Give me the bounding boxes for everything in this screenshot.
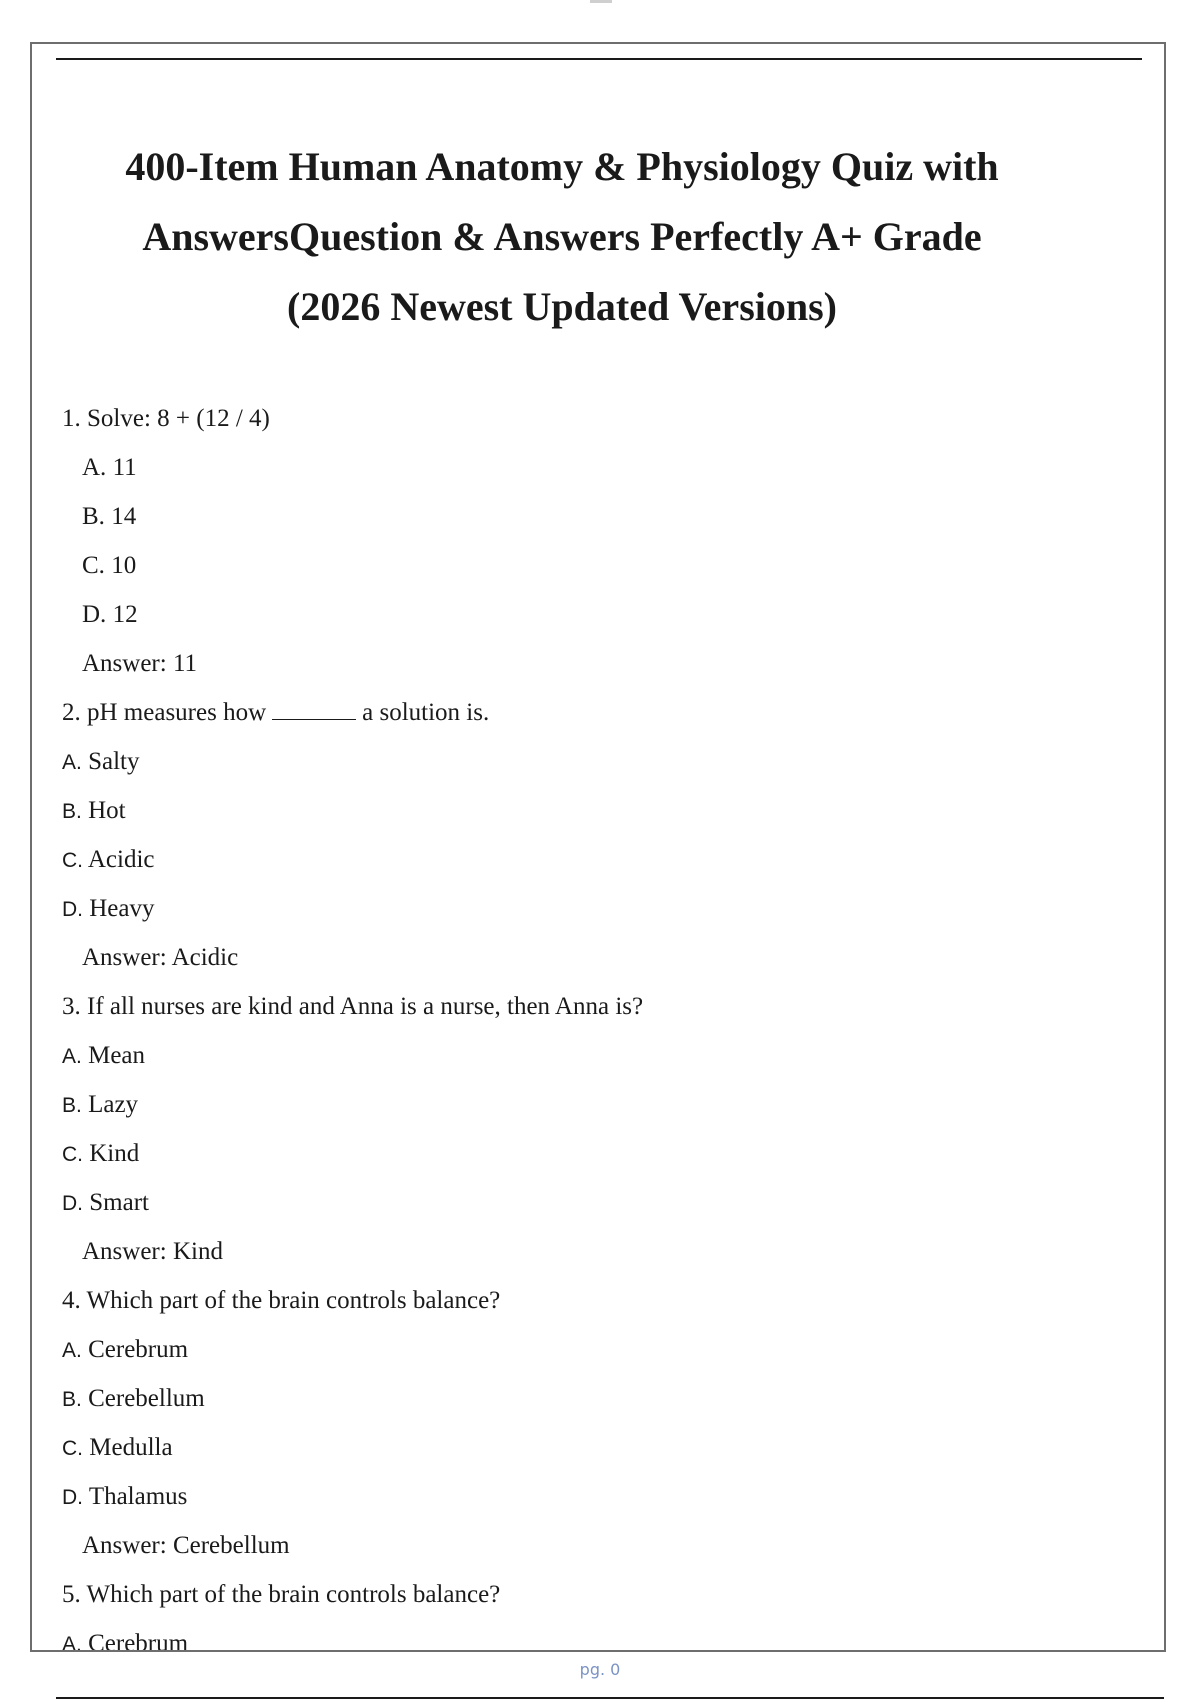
option-letter: A. (62, 1633, 82, 1652)
question-option (62, 1374, 1144, 1423)
option-letter: D. (82, 601, 107, 628)
question-prompt: 3. If all nurses are kind and Anna is a nurse, then Anna is? (62, 993, 644, 1020)
document-title (62, 132, 1062, 342)
option-letter: D. (62, 898, 83, 921)
bottom-rule (56, 1697, 1164, 1699)
option-text: Smart (89, 1189, 149, 1216)
question-option (62, 737, 1144, 786)
option-letter: B. (82, 503, 105, 530)
question-option (62, 590, 1144, 639)
page-number: pg. 0 (579, 1660, 621, 1679)
question-option (62, 1423, 1144, 1472)
option-letter: D. (62, 1192, 83, 1215)
question-option (62, 1080, 1144, 1129)
question-prompt: 1. Solve: 8 + (12 / 4) (62, 405, 270, 432)
question-option (62, 835, 1144, 884)
option-letter: A. (62, 1339, 82, 1362)
option-letter: A. (82, 454, 107, 481)
option-text: Heavy (89, 895, 155, 922)
question-option (62, 1129, 1144, 1178)
option-text: 12 (112, 601, 138, 628)
option-text: Mean (88, 1042, 146, 1069)
option-text: Cerebrum (88, 1630, 189, 1652)
option-text: Kind (89, 1140, 140, 1167)
question-option (62, 443, 1144, 492)
page-top-mark (590, 0, 612, 3)
option-text: Thalamus (88, 1483, 188, 1510)
option-text: 11 (112, 454, 137, 481)
question-prompt: 4. Which part of the brain controls balance? (62, 1287, 501, 1314)
question-option (62, 786, 1144, 835)
title-line-1: 400-Item Human Anatomy & Physiology Quiz with (125, 144, 999, 189)
question-option (62, 1619, 1144, 1652)
question-option (62, 1325, 1144, 1374)
option-text: 14 (111, 503, 137, 530)
page-frame (30, 42, 1166, 1652)
option-letter: B. (62, 1388, 82, 1411)
question-prompt (62, 688, 1144, 737)
option-letter: C. (62, 849, 83, 872)
option-text: Acidic (87, 846, 155, 873)
prompt-after-blank: a solution is. (362, 699, 490, 726)
option-letter: C. (62, 1437, 83, 1460)
option-text: Lazy (88, 1091, 139, 1118)
question-option (62, 492, 1144, 541)
option-text: Hot (88, 797, 126, 824)
question-option (62, 541, 1144, 590)
option-text: Cerebellum (88, 1385, 205, 1412)
option-letter: B. (62, 800, 82, 823)
question-option (62, 884, 1144, 933)
question-option (62, 1178, 1144, 1227)
title-line-3: (2026 Newest Updated Versions) (287, 284, 837, 329)
option-letter: D. (62, 1486, 83, 1509)
option-letter: C. (62, 1143, 83, 1166)
question-option (62, 1472, 1144, 1521)
option-letter: A. (62, 1045, 82, 1068)
option-text: 10 (111, 552, 137, 579)
answer-line: Answer: Kind (82, 1238, 223, 1265)
answer-line: Answer: 11 (82, 650, 198, 677)
option-letter: C. (82, 552, 105, 579)
answer-line: Answer: Cerebellum (82, 1532, 290, 1559)
prompt-before-blank: 2. pH measures how (62, 699, 267, 726)
top-rule (56, 58, 1142, 60)
question-prompt: 5. Which part of the brain controls balance? (62, 1581, 501, 1608)
fill-in-blank (272, 699, 356, 720)
option-text: Medulla (89, 1434, 173, 1461)
option-letter: A. (62, 751, 82, 774)
option-text: Cerebrum (88, 1336, 189, 1363)
question-option (62, 1031, 1144, 1080)
option-letter: B. (62, 1094, 82, 1117)
answer-line: Answer: Acidic (82, 944, 239, 971)
question-list (62, 394, 1144, 1652)
option-text: Salty (88, 748, 140, 775)
title-line-2: AnswersQuestion & Answers Perfectly A+ Grade (142, 214, 982, 259)
